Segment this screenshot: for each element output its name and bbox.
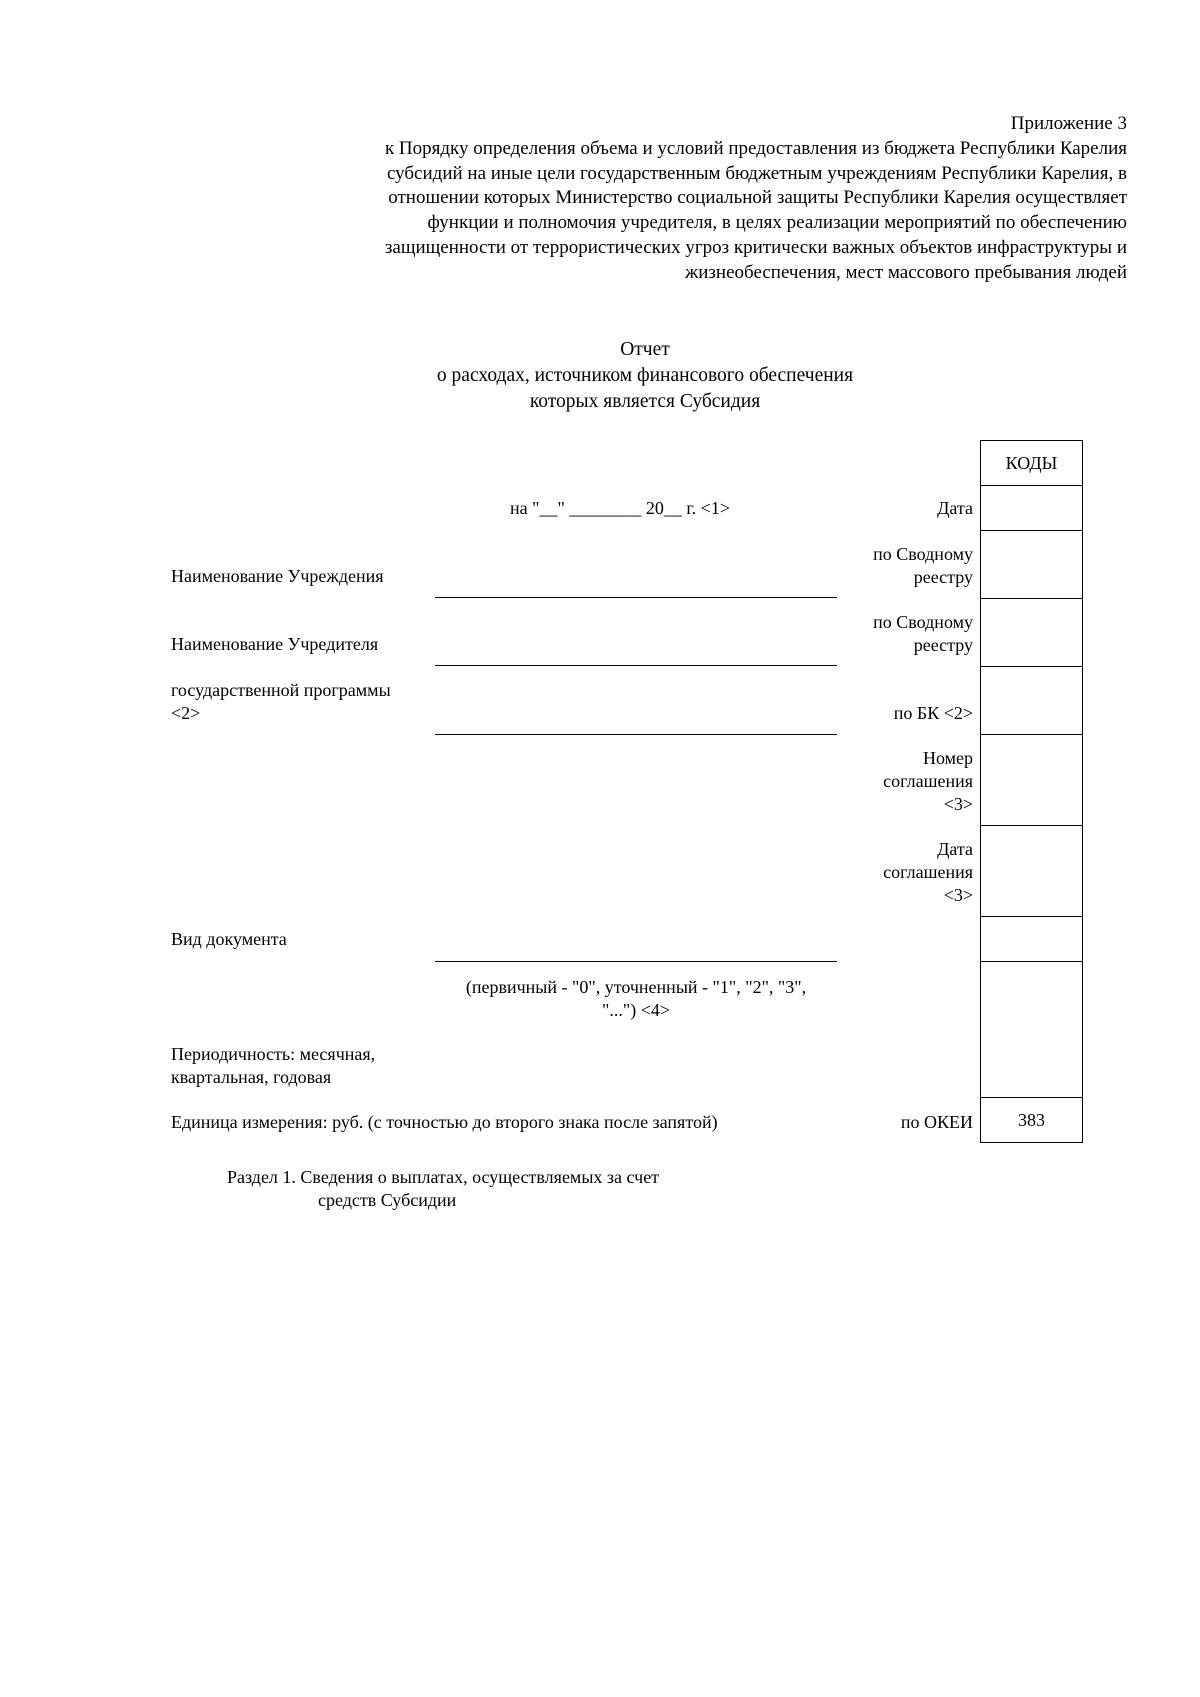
codes-table (980, 440, 1083, 1143)
appendix-line: субсидий на иные цели государственным бюджетным учреждениям Республики Карелия, в (386, 162, 1127, 184)
program-label-line: <2> (171, 703, 201, 723)
report-title-line: о расходах, источником финансового обеспечения (436, 365, 854, 386)
agreement-date-label (883, 838, 973, 907)
doc-type-field[interactable] (435, 961, 837, 962)
registry-code-label-line: по Сводному (873, 544, 973, 564)
doc-type-hint (435, 976, 837, 1022)
founder-field[interactable] (435, 665, 837, 666)
registry-code-label-line: реестру (913, 567, 973, 587)
codes-header: КОДЫ (981, 441, 1082, 486)
agreement-date-label-line: <3> (943, 885, 973, 905)
program-field[interactable] (435, 734, 837, 735)
agreement-number-cell[interactable] (981, 735, 1082, 826)
doc-type-code-cell[interactable] (981, 917, 1082, 962)
registry-code-label (873, 611, 973, 657)
program-label-line: государственной программы (171, 680, 391, 700)
registry-code-label-line: реестру (913, 635, 973, 655)
program-label (171, 679, 391, 725)
appendix-line: защищенности от террористических угроз критически важных объектов инфраструктуры и (384, 236, 1127, 258)
doc-type-hint-line: (первичный - "0", уточненный - "1", "2", "3", (465, 977, 807, 997)
bk-code-label: по БК <2> (893, 703, 973, 723)
periodicity-label-line: квартальная, годовая (171, 1067, 332, 1087)
registry-code-label-line: по Сводному (873, 612, 973, 632)
date-code-cell[interactable] (981, 486, 1082, 531)
periodicity-label-line: Периодичность: месячная, (171, 1044, 376, 1064)
registry-code-cell[interactable] (981, 599, 1082, 667)
okei-code-label: по ОКЕИ (900, 1112, 973, 1132)
agreement-number-label-line: Номер (922, 748, 973, 768)
founder-label: Наименование Учредителя (171, 634, 379, 654)
registry-code-cell[interactable] (981, 531, 1082, 599)
report-title-line: Отчет (620, 339, 670, 360)
doc-type-label: Вид документа (171, 929, 287, 949)
bk-code-cell[interactable] (981, 667, 1082, 735)
appendix-header (227, 112, 1127, 286)
agreement-number-label-line: соглашения (883, 771, 973, 791)
report-date-line: на "__" ________ 20__ г. <1> (510, 498, 730, 518)
agreement-number-label-line: <3> (943, 794, 973, 814)
appendix-line: функции и полномочия учредителя, в целях реализации мероприятий по обеспечению (427, 212, 1127, 234)
unit-label: Единица измерения: руб. (с точностью до второго знака после запятой) (171, 1112, 718, 1132)
appendix-title: Приложение 3 (1010, 113, 1127, 134)
agreement-date-label-line: Дата (937, 839, 973, 859)
agreement-date-cell[interactable] (981, 826, 1082, 917)
institution-label: Наименование Учреждения (171, 566, 384, 586)
date-code-label: Дата (937, 498, 973, 518)
agreement-number-label (883, 747, 973, 816)
appendix-line: отношении которых Министерство социальной защиты Республики Карелия осуществляет (388, 187, 1127, 209)
registry-code-label (873, 543, 973, 589)
periodicity-label (171, 1043, 375, 1089)
institution-field[interactable] (435, 597, 837, 598)
section-1-heading-line: средств Субсидии (318, 1190, 457, 1210)
periodicity-code-cell[interactable] (981, 962, 1082, 1098)
section-1-heading-line: Раздел 1. Сведения о выплатах, осуществляемых за счет (227, 1167, 660, 1187)
doc-type-hint-line: "...") <4> (602, 1000, 670, 1020)
report-title-line: которых является Субсидия (529, 391, 761, 412)
okei-code-cell: 383 (1018, 1109, 1045, 1130)
appendix-line: к Порядку определения объема и условий предоставления из бюджета Республики Карелия (384, 137, 1127, 159)
report-title (0, 337, 1200, 415)
appendix-line: жизнеобеспечения, мест массового пребывания людей (685, 261, 1127, 283)
section-1-heading (227, 1166, 659, 1212)
agreement-date-label-line: соглашения (883, 862, 973, 882)
